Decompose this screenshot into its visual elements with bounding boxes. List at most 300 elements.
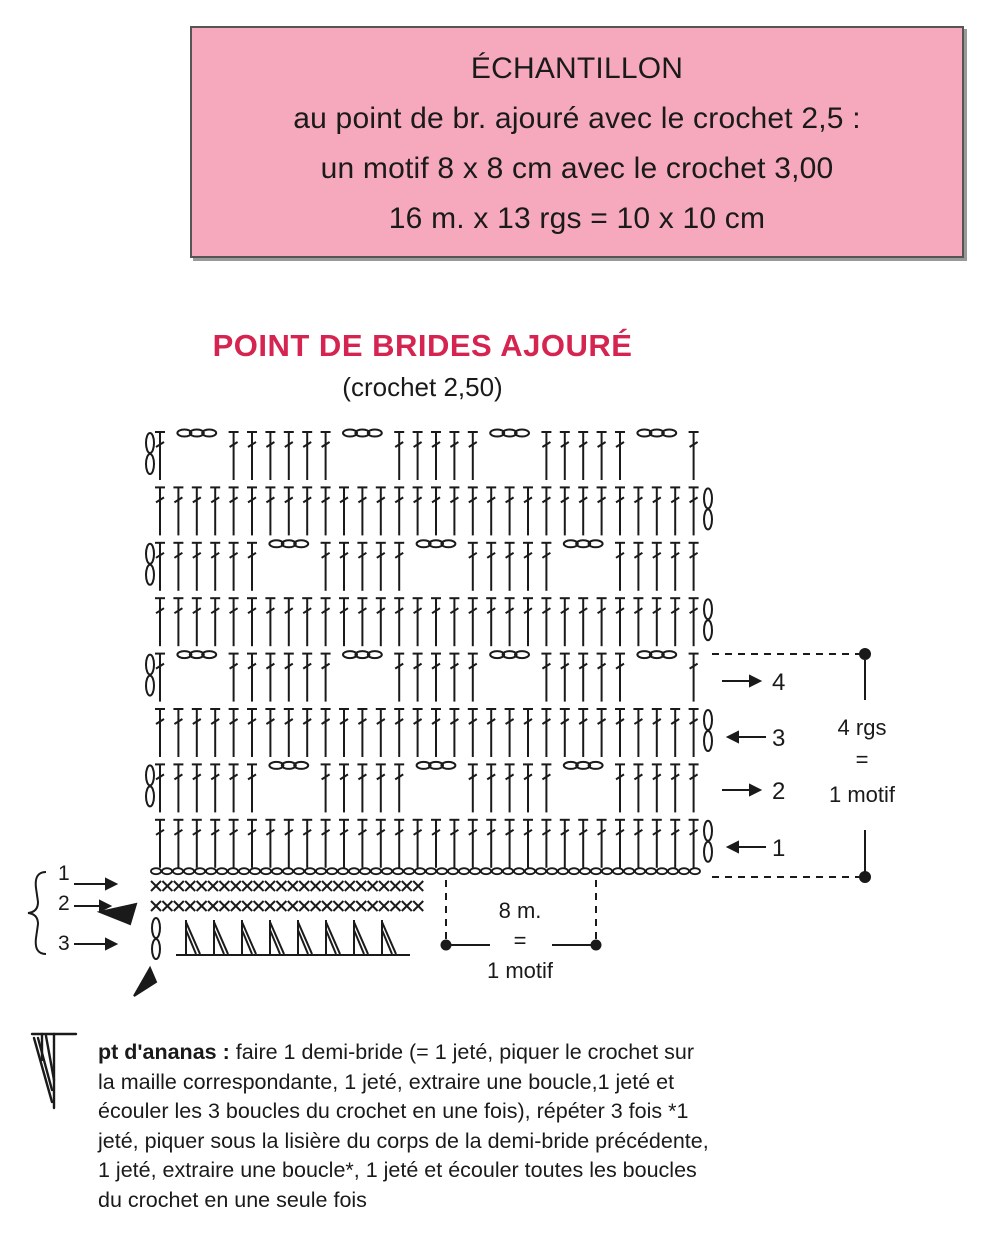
gauge-line-1: au point de br. ajouré avec le crochet 2,5 : xyxy=(293,102,861,135)
double-crochet-symbol xyxy=(394,764,404,812)
chain-symbol xyxy=(283,868,293,874)
double-crochet-symbol xyxy=(376,709,386,757)
double-crochet-symbol xyxy=(670,820,680,868)
chain-symbol xyxy=(657,868,667,874)
single-crochet-symbol xyxy=(174,881,184,891)
double-crochet-symbol xyxy=(670,598,680,646)
chain-symbol xyxy=(206,868,216,874)
double-crochet-symbol xyxy=(155,487,165,535)
double-crochet-symbol xyxy=(431,709,441,757)
double-crochet-symbol xyxy=(284,709,294,757)
double-crochet-symbol xyxy=(302,654,312,702)
double-crochet-symbol xyxy=(652,820,662,868)
double-crochet-symbol xyxy=(486,598,496,646)
single-crochet-symbol xyxy=(276,901,286,911)
double-crochet-symbol xyxy=(229,764,239,812)
double-crochet-symbol xyxy=(302,487,312,535)
chain-symbol xyxy=(349,868,359,874)
chain-symbol xyxy=(525,868,535,874)
double-crochet-symbol xyxy=(449,598,459,646)
chain-symbol xyxy=(459,868,469,874)
double-crochet-symbol xyxy=(357,487,367,535)
double-crochet-symbol xyxy=(560,487,570,535)
double-crochet-symbol xyxy=(394,432,404,480)
double-crochet-symbol xyxy=(210,598,220,646)
double-crochet-symbol xyxy=(229,487,239,535)
double-crochet-symbol xyxy=(615,432,625,480)
row-label-1: 1 xyxy=(772,835,786,862)
single-crochet-symbol xyxy=(174,901,184,911)
double-crochet-symbol xyxy=(357,820,367,868)
chain-symbol xyxy=(393,868,403,874)
stitch-grid xyxy=(146,430,712,960)
legend-term: pt d'ananas : xyxy=(98,1040,230,1064)
double-crochet-symbol xyxy=(541,432,551,480)
chain-symbol xyxy=(382,868,392,874)
double-crochet-symbol xyxy=(247,432,257,480)
double-crochet-symbol xyxy=(689,487,699,535)
double-crochet-symbol xyxy=(541,654,551,702)
single-crochet-symbol xyxy=(356,901,366,911)
vertical-repeat-label-1: 4 rgs xyxy=(837,715,887,740)
double-crochet-symbol xyxy=(376,543,386,591)
single-crochet-symbol xyxy=(402,901,412,911)
chain-symbol xyxy=(239,868,249,874)
double-crochet-symbol xyxy=(541,487,551,535)
double-crochet-symbol xyxy=(505,487,515,535)
double-crochet-symbol xyxy=(486,709,496,757)
chart-title: POINT DE BRIDES AJOURÉ xyxy=(212,328,633,363)
single-crochet-symbol xyxy=(299,901,309,911)
legend-line-5: 1 jeté, extraire une boucle*, 1 jeté et écouler toutes les boucles xyxy=(98,1158,697,1182)
double-crochet-symbol xyxy=(689,709,699,757)
double-crochet-symbol xyxy=(173,487,183,535)
double-crochet-symbol xyxy=(689,764,699,812)
double-crochet-symbol xyxy=(155,654,165,702)
row-label-2: 2 xyxy=(772,778,786,805)
single-crochet-symbol xyxy=(162,901,172,911)
chain-symbol xyxy=(591,868,601,874)
pineapple-stitch-symbol xyxy=(354,920,368,954)
chain-symbol xyxy=(635,868,645,874)
double-crochet-symbol xyxy=(210,543,220,591)
stitch-diagram xyxy=(0,410,1000,1010)
double-crochet-symbol xyxy=(413,820,423,868)
double-crochet-symbol xyxy=(247,654,257,702)
single-crochet-symbol xyxy=(208,901,218,911)
single-crochet-symbol xyxy=(185,901,195,911)
chain-symbol xyxy=(668,868,678,874)
chain-symbol xyxy=(613,868,623,874)
double-crochet-symbol xyxy=(560,598,570,646)
double-crochet-symbol xyxy=(689,820,699,868)
double-crochet-symbol xyxy=(615,654,625,702)
double-crochet-symbol xyxy=(284,598,294,646)
double-crochet-symbol xyxy=(394,543,404,591)
double-crochet-symbol xyxy=(652,487,662,535)
double-crochet-symbol xyxy=(468,487,478,535)
double-crochet-symbol xyxy=(192,543,202,591)
double-crochet-symbol xyxy=(173,543,183,591)
turning-chain-symbol xyxy=(704,710,712,751)
chain-symbol xyxy=(173,868,183,874)
double-crochet-symbol xyxy=(210,820,220,868)
double-crochet-symbol xyxy=(541,764,551,812)
vertical-repeat-label-2: = xyxy=(855,747,869,772)
single-crochet-symbol xyxy=(254,901,264,911)
double-crochet-symbol xyxy=(505,598,515,646)
double-crochet-symbol xyxy=(394,487,404,535)
chain-symbol xyxy=(294,868,304,874)
single-crochet-symbol xyxy=(242,881,252,891)
double-crochet-symbol xyxy=(210,709,220,757)
double-crochet-symbol xyxy=(578,487,588,535)
double-crochet-symbol xyxy=(192,709,202,757)
double-crochet-symbol xyxy=(689,598,699,646)
double-crochet-symbol xyxy=(357,543,367,591)
double-crochet-symbol xyxy=(468,598,478,646)
chain-symbol xyxy=(569,868,579,874)
double-crochet-symbol xyxy=(394,820,404,868)
single-crochet-symbol xyxy=(276,881,286,891)
double-crochet-symbol xyxy=(265,820,275,868)
chain-symbol xyxy=(228,868,238,874)
double-crochet-symbol xyxy=(339,764,349,812)
double-crochet-symbol xyxy=(689,432,699,480)
single-crochet-symbol xyxy=(402,881,412,891)
double-crochet-symbol xyxy=(615,598,625,646)
double-crochet-symbol xyxy=(431,820,441,868)
double-crochet-symbol xyxy=(468,820,478,868)
double-crochet-symbol xyxy=(431,432,441,480)
double-crochet-symbol xyxy=(265,432,275,480)
double-crochet-symbol xyxy=(560,709,570,757)
double-crochet-symbol xyxy=(652,543,662,591)
double-crochet-symbol xyxy=(247,598,257,646)
double-crochet-symbol xyxy=(413,432,423,480)
pineapple-stitch-symbol xyxy=(270,920,284,954)
single-crochet-symbol xyxy=(219,901,229,911)
chain-symbol xyxy=(679,868,689,874)
double-crochet-symbol xyxy=(633,764,643,812)
double-crochet-symbol xyxy=(284,820,294,868)
horizontal-repeat-label-2: = xyxy=(513,928,527,953)
start-marker-base xyxy=(134,968,156,996)
double-crochet-symbol xyxy=(229,598,239,646)
double-crochet-symbol xyxy=(265,598,275,646)
double-crochet-symbol xyxy=(578,432,588,480)
double-crochet-symbol xyxy=(413,598,423,646)
turning-chain-symbol xyxy=(704,599,712,640)
legend-line-4: jeté, piquer sous la lisière du corps de la demi-bride précédente, xyxy=(98,1128,709,1153)
double-crochet-symbol xyxy=(449,487,459,535)
double-crochet-symbol xyxy=(155,820,165,868)
single-crochet-symbol xyxy=(185,881,195,891)
double-crochet-symbol xyxy=(523,820,533,868)
chain-symbol xyxy=(602,868,612,874)
legend-line-2: la maille correspondante, 1 jeté, extraire une boucle,1 jeté et xyxy=(98,1069,675,1094)
double-crochet-symbol xyxy=(357,709,367,757)
pineapple-stitch-symbol xyxy=(242,920,256,954)
double-crochet-symbol xyxy=(597,654,607,702)
double-crochet-symbol xyxy=(247,543,257,591)
pineapple-stitch-symbol xyxy=(186,920,200,954)
double-crochet-symbol xyxy=(376,764,386,812)
double-crochet-symbol xyxy=(284,432,294,480)
double-crochet-symbol xyxy=(247,487,257,535)
pineapple-stitch-symbol xyxy=(214,920,228,954)
double-crochet-symbol xyxy=(173,820,183,868)
double-crochet-symbol xyxy=(689,654,699,702)
double-crochet-symbol xyxy=(597,820,607,868)
pineapple-stitch-icon xyxy=(28,1030,80,1112)
single-crochet-symbol xyxy=(333,901,343,911)
turning-chain-symbol xyxy=(146,765,154,806)
legend-line-1: faire 1 demi-bride (= 1 jeté, piquer le crochet sur xyxy=(235,1040,695,1064)
single-crochet-symbol xyxy=(242,901,252,911)
chain-symbol xyxy=(481,868,491,874)
double-crochet-symbol xyxy=(321,820,331,868)
double-crochet-symbol xyxy=(229,709,239,757)
chain-symbol xyxy=(624,868,634,874)
chain-symbol xyxy=(327,868,337,874)
double-crochet-symbol xyxy=(339,820,349,868)
double-crochet-symbol xyxy=(670,543,680,591)
single-crochet-symbol xyxy=(265,881,275,891)
double-crochet-symbol xyxy=(173,598,183,646)
double-crochet-symbol xyxy=(431,654,441,702)
double-crochet-symbol xyxy=(192,764,202,812)
chain-symbol xyxy=(437,868,447,874)
double-crochet-symbol xyxy=(339,709,349,757)
chain-symbol xyxy=(503,868,513,874)
vertical-repeat-label-3: 1 motif xyxy=(828,782,896,807)
double-crochet-symbol xyxy=(284,487,294,535)
double-crochet-symbol xyxy=(247,820,257,868)
turning-chain-symbol xyxy=(152,918,160,959)
chain-symbol xyxy=(305,868,315,874)
double-crochet-symbol xyxy=(449,820,459,868)
double-crochet-symbol xyxy=(376,820,386,868)
double-crochet-symbol xyxy=(210,764,220,812)
double-crochet-symbol xyxy=(229,654,239,702)
double-crochet-symbol xyxy=(486,820,496,868)
chain-symbol xyxy=(536,868,546,874)
double-crochet-symbol xyxy=(523,487,533,535)
double-crochet-symbol xyxy=(321,543,331,591)
double-crochet-symbol xyxy=(321,654,331,702)
double-crochet-symbol xyxy=(468,709,478,757)
double-crochet-symbol xyxy=(155,709,165,757)
double-crochet-symbol xyxy=(597,598,607,646)
single-crochet-symbol xyxy=(208,881,218,891)
pineapple-stitch-symbol xyxy=(298,920,312,954)
single-crochet-symbol xyxy=(197,881,207,891)
double-crochet-symbol xyxy=(486,764,496,812)
chain-symbol xyxy=(261,868,271,874)
double-crochet-symbol xyxy=(431,598,441,646)
double-crochet-symbol xyxy=(615,543,625,591)
double-crochet-symbol xyxy=(633,487,643,535)
chain-symbol xyxy=(404,868,414,874)
single-crochet-symbol xyxy=(254,881,264,891)
double-crochet-symbol xyxy=(321,709,331,757)
double-crochet-symbol xyxy=(155,764,165,812)
double-crochet-symbol xyxy=(615,764,625,812)
single-crochet-symbol xyxy=(311,901,321,911)
double-crochet-symbol xyxy=(192,820,202,868)
double-crochet-symbol xyxy=(229,432,239,480)
double-crochet-symbol xyxy=(541,543,551,591)
double-crochet-symbol xyxy=(505,543,515,591)
gauge-title: ÉCHANTILLON xyxy=(470,52,684,85)
single-crochet-symbol xyxy=(219,881,229,891)
double-crochet-symbol xyxy=(173,764,183,812)
double-crochet-symbol xyxy=(321,764,331,812)
chain-symbol xyxy=(646,868,656,874)
double-crochet-symbol xyxy=(247,709,257,757)
double-crochet-symbol xyxy=(357,764,367,812)
double-crochet-symbol xyxy=(560,654,570,702)
gauge-line-3: 16 m. x 13 rgs = 10 x 10 cm xyxy=(388,202,766,235)
chain-symbol xyxy=(195,868,205,874)
chain-symbol xyxy=(558,868,568,874)
double-crochet-symbol xyxy=(155,598,165,646)
double-crochet-symbol xyxy=(229,820,239,868)
horizontal-repeat-label-3: 1 motif xyxy=(486,958,554,983)
double-crochet-symbol xyxy=(155,543,165,591)
double-crochet-symbol xyxy=(210,487,220,535)
double-crochet-symbol xyxy=(468,543,478,591)
double-crochet-symbol xyxy=(468,654,478,702)
single-crochet-symbol xyxy=(390,901,400,911)
double-crochet-symbol xyxy=(449,709,459,757)
single-crochet-symbol xyxy=(413,881,423,891)
double-crochet-symbol xyxy=(486,487,496,535)
single-crochet-symbol xyxy=(299,881,309,891)
double-crochet-symbol xyxy=(578,820,588,868)
row-label-4: 4 xyxy=(772,669,786,696)
chain-symbol xyxy=(470,868,480,874)
double-crochet-symbol xyxy=(505,709,515,757)
single-crochet-symbol xyxy=(311,881,321,891)
double-crochet-symbol xyxy=(523,598,533,646)
single-crochet-symbol xyxy=(322,901,332,911)
chain-symbol xyxy=(426,868,436,874)
chain-symbol xyxy=(580,868,590,874)
double-crochet-symbol xyxy=(560,432,570,480)
double-crochet-symbol xyxy=(339,543,349,591)
double-crochet-symbol xyxy=(247,764,257,812)
pineapple-stitch-symbol xyxy=(382,920,396,954)
double-crochet-symbol xyxy=(339,487,349,535)
legend-line-6: du crochet en une seule fois xyxy=(98,1187,367,1212)
single-crochet-symbol xyxy=(231,881,241,891)
single-crochet-symbol xyxy=(151,901,161,911)
single-crochet-symbol xyxy=(288,881,298,891)
chain-symbol xyxy=(448,868,458,874)
single-crochet-symbol xyxy=(356,881,366,891)
double-crochet-symbol xyxy=(413,654,423,702)
single-crochet-symbol xyxy=(288,901,298,911)
turning-chain-symbol xyxy=(704,821,712,862)
single-crochet-symbol xyxy=(265,901,275,911)
double-crochet-symbol xyxy=(229,543,239,591)
double-crochet-symbol xyxy=(541,820,551,868)
double-crochet-symbol xyxy=(505,764,515,812)
chain-symbol xyxy=(250,868,260,874)
double-crochet-symbol xyxy=(431,487,441,535)
turning-chain-symbol xyxy=(146,544,154,585)
double-crochet-symbol xyxy=(357,598,367,646)
double-crochet-symbol xyxy=(652,598,662,646)
double-crochet-symbol xyxy=(633,820,643,868)
turning-chain-symbol xyxy=(146,655,154,696)
double-crochet-symbol xyxy=(192,487,202,535)
double-crochet-symbol xyxy=(265,487,275,535)
single-crochet-symbol xyxy=(151,881,161,891)
single-crochet-symbol xyxy=(345,881,355,891)
single-crochet-symbol xyxy=(333,881,343,891)
double-crochet-symbol xyxy=(578,709,588,757)
chain-symbol xyxy=(360,868,370,874)
chain-symbol xyxy=(338,868,348,874)
double-crochet-symbol xyxy=(689,543,699,591)
double-crochet-symbol xyxy=(505,820,515,868)
double-crochet-symbol xyxy=(302,820,312,868)
double-crochet-symbol xyxy=(302,598,312,646)
chain-symbol xyxy=(415,868,425,874)
double-crochet-symbol xyxy=(523,764,533,812)
chain-symbol xyxy=(514,868,524,874)
double-crochet-symbol xyxy=(541,709,551,757)
double-crochet-symbol xyxy=(321,598,331,646)
double-crochet-symbol xyxy=(670,709,680,757)
double-crochet-symbol xyxy=(413,709,423,757)
double-crochet-symbol xyxy=(394,709,404,757)
turning-chain-symbol xyxy=(704,488,712,529)
single-crochet-symbol xyxy=(162,881,172,891)
single-crochet-symbol xyxy=(368,881,378,891)
double-crochet-symbol xyxy=(541,598,551,646)
chain-symbol xyxy=(492,868,502,874)
single-crochet-symbol xyxy=(345,901,355,911)
double-crochet-symbol xyxy=(284,654,294,702)
legend-text xyxy=(98,1038,798,1215)
double-crochet-symbol xyxy=(633,598,643,646)
double-crochet-symbol xyxy=(560,820,570,868)
double-crochet-symbol xyxy=(615,487,625,535)
double-crochet-symbol xyxy=(173,709,183,757)
single-crochet-symbol xyxy=(368,901,378,911)
chain-symbol xyxy=(184,868,194,874)
single-crochet-symbol xyxy=(390,881,400,891)
turning-chain-symbol xyxy=(146,433,154,474)
double-crochet-symbol xyxy=(523,709,533,757)
double-crochet-symbol xyxy=(394,598,404,646)
double-crochet-symbol xyxy=(597,432,607,480)
gauge-box xyxy=(190,26,964,258)
row-label-3: 3 xyxy=(772,725,786,752)
chart-subtitle: (crochet 2,50) xyxy=(342,372,503,402)
chain-symbol xyxy=(371,868,381,874)
double-crochet-symbol xyxy=(652,764,662,812)
double-crochet-symbol xyxy=(468,432,478,480)
edge-row-label-2: 2 xyxy=(58,892,70,915)
single-crochet-symbol xyxy=(379,881,389,891)
horizontal-repeat-label-1: 8 m. xyxy=(498,898,542,923)
double-crochet-symbol xyxy=(468,764,478,812)
